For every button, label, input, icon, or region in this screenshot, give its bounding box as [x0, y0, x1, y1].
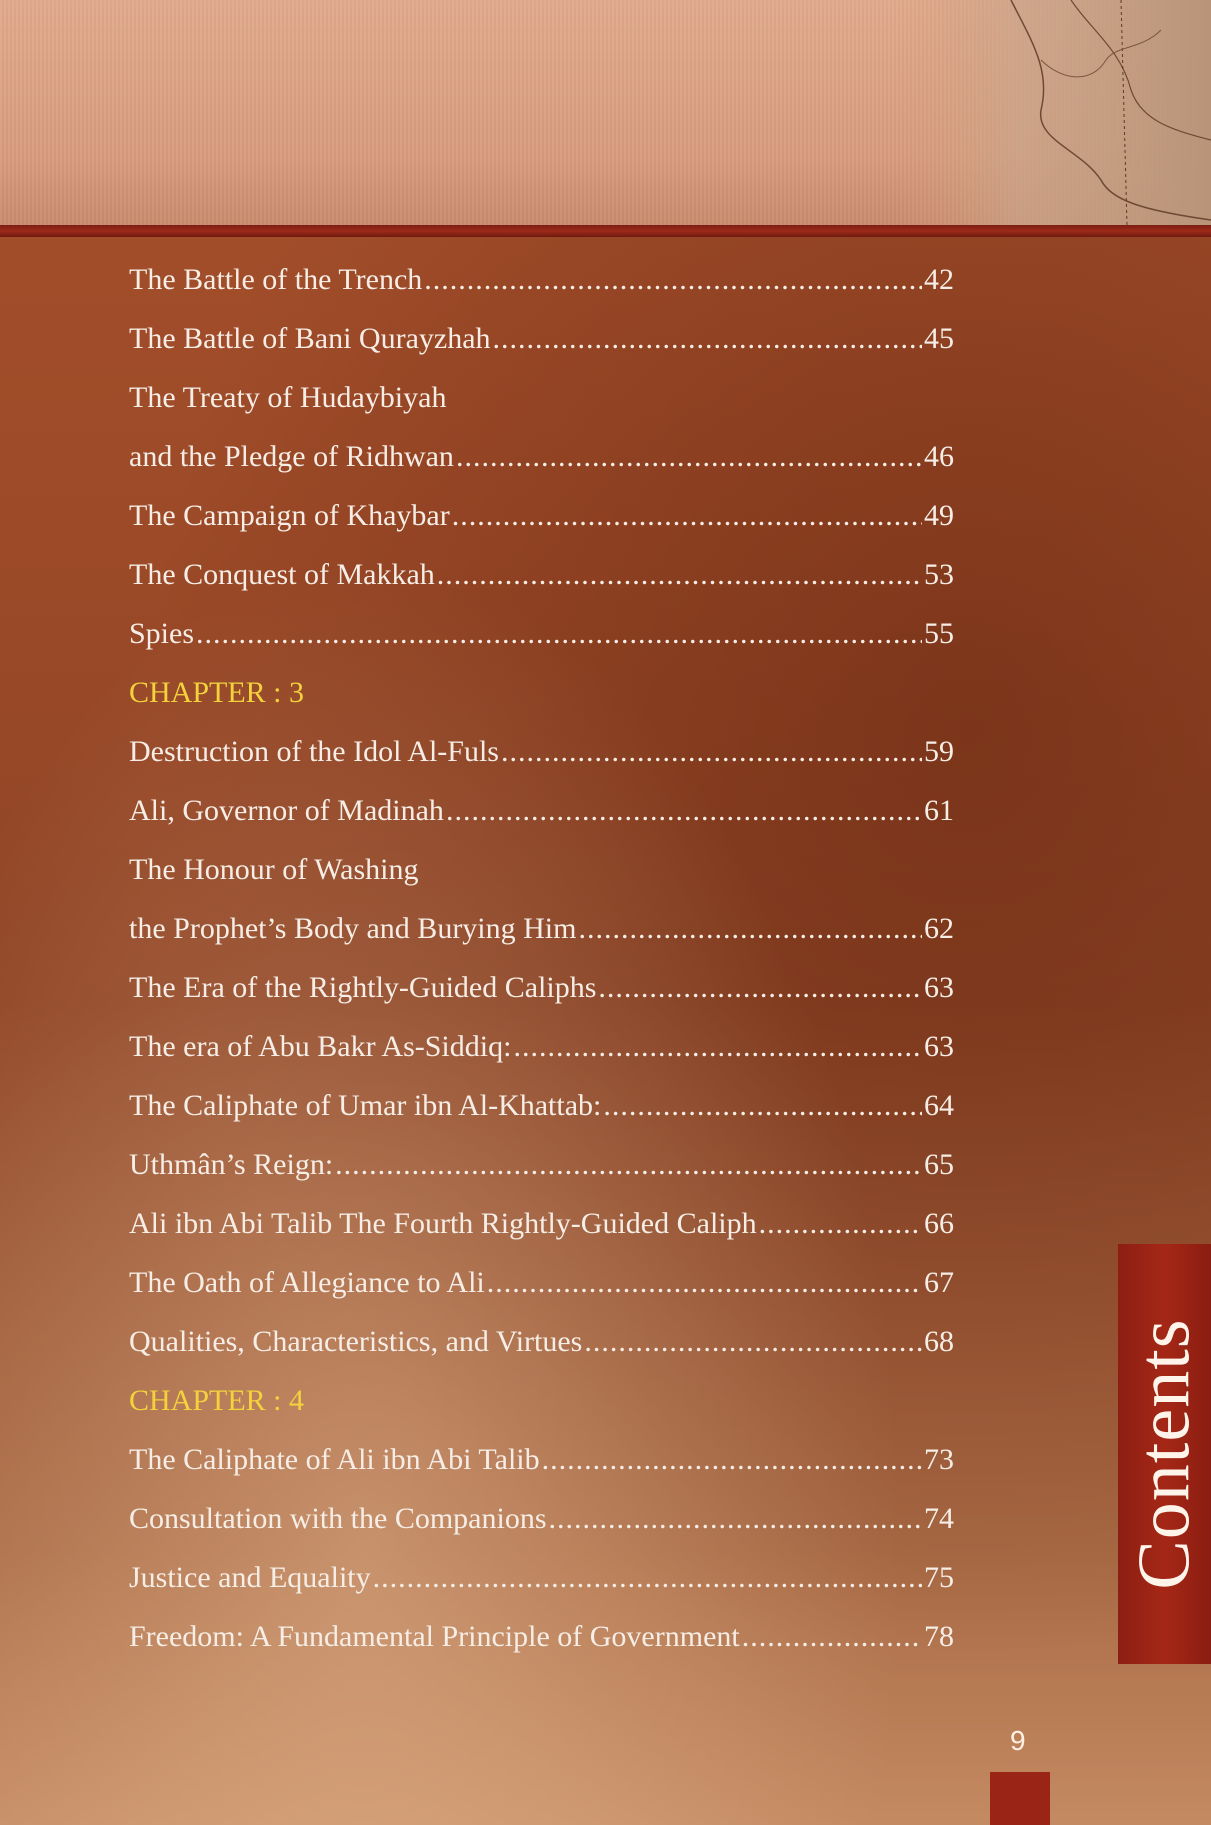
dot-leader — [493, 309, 922, 368]
toc-entry — [129, 604, 954, 663]
toc-entry — [129, 1548, 954, 1607]
toc-entry — [129, 545, 954, 604]
toc-entry — [129, 1607, 954, 1666]
toc-entry-page: 59 — [924, 735, 954, 768]
toc-entry-title: The Honour of Washing — [129, 853, 419, 886]
toc-entry-title: the Prophet’s Body and Burying Him — [129, 912, 577, 945]
dot-leader — [437, 545, 922, 604]
toc-entry-title: CHAPTER : 3 — [129, 676, 305, 709]
dot-leader — [549, 1489, 923, 1548]
toc-entry-page: 75 — [924, 1561, 954, 1594]
dot-leader — [542, 1430, 922, 1489]
toc-entry-page: 46 — [924, 440, 954, 473]
toc-entry-title: Destruction of the Idol Al-Fuls — [129, 735, 499, 768]
toc-entry-page: 62 — [924, 912, 954, 945]
toc-entry — [129, 1076, 954, 1135]
toc-entry — [129, 427, 954, 486]
dot-leader — [335, 1135, 922, 1194]
dot-leader — [603, 1076, 922, 1135]
dot-leader — [578, 899, 922, 958]
toc-entry-page: 66 — [924, 1207, 954, 1240]
toc-entry-title: The Oath of Allegiance to Ali — [129, 1266, 485, 1299]
dot-leader — [487, 1253, 922, 1312]
contents-label: Contents — [1123, 1318, 1205, 1590]
toc-entry-title: Freedom: A Fundamental Principle of Government — [129, 1620, 740, 1653]
toc-entry-title: Uthmân’s Reign: — [129, 1148, 334, 1181]
toc-entry-title: The Treaty of Hudaybiyah — [129, 381, 447, 414]
toc-entry-title: Consultation with the Companions — [129, 1502, 547, 1535]
page-tab-marker — [990, 1772, 1050, 1825]
page-number: 9 — [1010, 1725, 1026, 1756]
toc-entry — [129, 781, 954, 840]
toc-entry-title: The Caliphate of Umar ibn Al-Khattab: — [129, 1089, 602, 1122]
dot-leader — [196, 604, 922, 663]
chapter-heading — [129, 663, 954, 722]
toc-entry-page: 64 — [924, 1089, 954, 1122]
dot-leader — [452, 486, 922, 545]
toc-entry-page: 42 — [924, 263, 954, 296]
toc-entry-title: The Conquest of Makkah — [129, 558, 435, 591]
toc-entry-page: 74 — [924, 1502, 954, 1535]
toc-entry — [129, 722, 954, 781]
toc-entry-page: 65 — [924, 1148, 954, 1181]
toc-entry — [129, 486, 954, 545]
toc-entry — [129, 899, 954, 958]
contents-side-tab — [1118, 1244, 1211, 1664]
toc-entry-title: and the Pledge of Ridhwan — [129, 440, 454, 473]
toc-entry-title: Ali ibn Abi Talib The Fourth Rightly-Guided Caliph — [129, 1207, 757, 1240]
toc-entry-page: 67 — [924, 1266, 954, 1299]
toc-entry-page: 49 — [924, 499, 954, 532]
map-illustration — [891, 0, 1211, 225]
dot-leader — [759, 1194, 922, 1253]
toc-entry — [129, 958, 954, 1017]
chapter-heading — [129, 1371, 954, 1430]
toc-entry — [129, 1253, 954, 1312]
toc-entry-title: The era of Abu Bakr As-Siddiq: — [129, 1030, 512, 1063]
toc-entry-title: CHAPTER : 4 — [129, 1384, 305, 1417]
toc-entry-title: The Battle of Bani Qurayzhah — [129, 322, 491, 355]
toc-entry-title: The Campaign of Khaybar — [129, 499, 450, 532]
toc-entry-page: 68 — [924, 1325, 954, 1358]
toc-entry-page: 73 — [924, 1443, 954, 1476]
toc-entry-page: 63 — [924, 1030, 954, 1063]
dot-leader — [424, 250, 922, 309]
toc-entry — [129, 1489, 954, 1548]
header-divider — [0, 225, 1211, 237]
dot-leader — [513, 1017, 922, 1076]
toc-entry-title: The Battle of the Trench — [129, 263, 423, 296]
dot-leader — [446, 781, 922, 840]
toc-entry — [129, 1194, 954, 1253]
toc-entry — [129, 1430, 954, 1489]
toc-entry-page: 45 — [924, 322, 954, 355]
toc-entry-page: 53 — [924, 558, 954, 591]
dot-leader — [456, 427, 922, 486]
toc-entry-title: The Era of the Rightly-Guided Caliphs — [129, 971, 597, 1004]
toc-entry-title: Spies — [129, 617, 195, 650]
toc-entry-title: Qualities, Characteristics, and Virtues — [129, 1325, 583, 1358]
toc-entry-page: 55 — [924, 617, 954, 650]
toc-entry — [129, 309, 954, 368]
toc-entry-page: 63 — [924, 971, 954, 1004]
dot-leader — [501, 722, 922, 781]
toc-entry-title: The Caliphate of Ali ibn Abi Talib — [129, 1443, 540, 1476]
toc-entry-page: 78 — [924, 1620, 954, 1653]
toc-entry-title: Ali, Governor of Madinah — [129, 794, 444, 827]
top-header-band — [0, 0, 1211, 225]
toc-entry — [129, 1135, 954, 1194]
dot-leader — [742, 1607, 922, 1666]
table-of-contents — [129, 250, 954, 1666]
dot-leader — [598, 958, 922, 1017]
dot-leader — [584, 1312, 922, 1371]
dot-leader — [373, 1548, 922, 1607]
toc-entry — [129, 1312, 954, 1371]
toc-entry — [129, 1017, 954, 1076]
toc-entry — [129, 368, 954, 427]
toc-entry-page: 61 — [924, 794, 954, 827]
toc-entry — [129, 840, 954, 899]
toc-entry-title: Justice and Equality — [129, 1561, 371, 1594]
toc-entry — [129, 250, 954, 309]
